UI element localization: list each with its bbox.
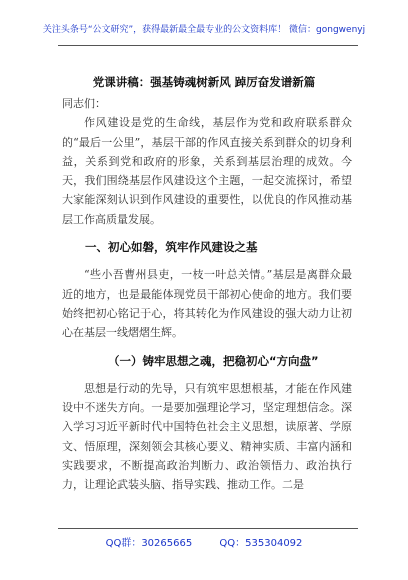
- salutation: 同志们：: [62, 97, 106, 110]
- footer-divider: [58, 528, 358, 529]
- section-heading-1: 一、初心如磐，筑牢作风建设之基: [85, 240, 258, 255]
- document-title: 党课讲稿：强基铸魂树新风 踔厉奋发谱新篇: [92, 75, 316, 89]
- document-body: [62, 94, 352, 495]
- subsection-heading-1: （一）铸牢思想之魂，把稳初心“方向盘”: [108, 353, 319, 368]
- footer-qq-group: QQ群：30265665: [105, 538, 193, 549]
- footer-qq: QQ：535304092: [219, 538, 303, 549]
- header-promo-note: 关注头条号“公文研究”，获得最新最全最专业的公文资料库！ 微信：gongwenyj: [42, 25, 366, 35]
- intro-paragraph: 作风建设是党的生命线，基层作为党和政府联系群众的“最后一公里”，基层干部的作风直接关系到群众的切身利益，关系到党和政府的形象，关系到基层治理的成效。今天，我们围绕基层作风建设这个主题，一起交流探讨，希望大家能深刻认识到作风建设的重要性，以优良的作风推动基层工作高质量发展。: [62, 116, 352, 226]
- header-divider: [58, 45, 358, 46]
- section-1-paragraph: “些小吾曹州县吏，一枝一叶总关情。”基层是离群众最近的地方，也是最能体现党员干部初心使命的地方。我们要始终把初心铭记于心，将其转化为作风建设的强大动力让初心在基层一线熠熠生辉。: [62, 268, 352, 340]
- subsection-1-paragraph: 思想是行动的先导，只有筑牢思想根基，才能在作风建设中不迷失方向。一是要加强理论学习，坚定理想信念。深入学习习近平新时代中国特色社会主义思想，读原著、学原文、悟原理，深刻领会其核心要义、精神实质、丰富内涵和实践要求，不断提高政治判断力、政治领悟力、政治执行力，让理论武装头脑、指导实践、推动工作。二是: [62, 381, 352, 492]
- footer-contacts: [0, 534, 408, 549]
